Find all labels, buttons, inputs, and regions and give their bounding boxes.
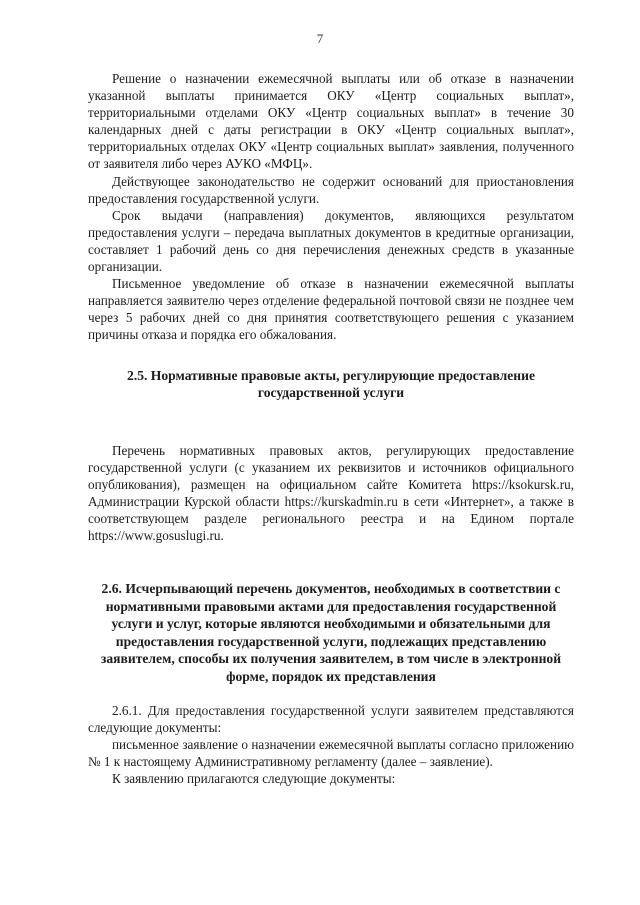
paragraph-no-suspension: Действующее законодательство не содержит оснований для приостановления предоставления государственной услуги. bbox=[88, 173, 574, 206]
section-2-5-body: Перечень нормативных правовых актов, регулирующих предоставление государственной услуги (с указанием их реквизитов и источников официального опубликования), размещен на официальном сайте Комитета https://ksokursk.ru, Администрации Курской области https://kurskadmin.ru в сети «Интернет», а также в соответствующем разделе регионального реестра и на Едином портале https://www.gosuslugi.ru. bbox=[88, 442, 574, 543]
paragraph-decision-term: Решение о назначении ежемесячной выплаты или об отказе в назначении указанной выплаты принимается ОКУ «Центр социальных выплат», территориальными отделами ОКУ «Центр социальных выплат» в течение 30 календарных дней с даты регистрации в ОКУ «Центр социальных выплат», территориальных отделах ОКУ «Центр социальных выплат» заявления, полученного от заявителя либо через АУКО «МФЦ». bbox=[88, 71, 574, 172]
page-content bbox=[88, 70, 574, 788]
paragraph-attachments: К заявлению прилагаются следующие документы: bbox=[112, 771, 396, 787]
paragraph-application: письменное заявление о назначении ежемесячной выплаты согласно приложению № 1 к настоящему Административному регламенту (далее – заявление). bbox=[88, 737, 574, 770]
page-number: 7 bbox=[316, 31, 324, 46]
paragraph-refusal-notice: Письменное уведомление об отказе в назначении ежемесячной выплаты направляется заявителю через отделение федеральной почтовой связи не позднее чем через 5 рабочих дней со дня принятия соответствующего решения с указанием причины отказа и порядка его обжалования. bbox=[88, 276, 574, 343]
paragraph-2-6-1: 2.6.1. Для предоставления государственной услуги заявителем представляются следующие документы: bbox=[88, 703, 574, 736]
section-2-6-title: 2.6. Исчерпывающий перечень документов, необходимых в соответствии с нормативными правовыми актами для предоставления государственной услуги и услуг, которые являются необходимыми и обязательными для предоставления государственной услуги, подлежащих представлению заявителем, способы их получения заявителем, в том числе в электронной форме, порядок их представления bbox=[100, 581, 562, 684]
paragraph-issue-term: Срок выдачи (направления) документов, являющихся результатом предоставления услуги – передача выплатных документов в кредитные организации, составляет 1 рабочий день со дня перечисления денежных средств в указанные организации. bbox=[88, 207, 574, 275]
section-2-5-title: 2.5. Нормативные правовые акты, регулирующие предоставление государственной услуги bbox=[127, 367, 535, 400]
